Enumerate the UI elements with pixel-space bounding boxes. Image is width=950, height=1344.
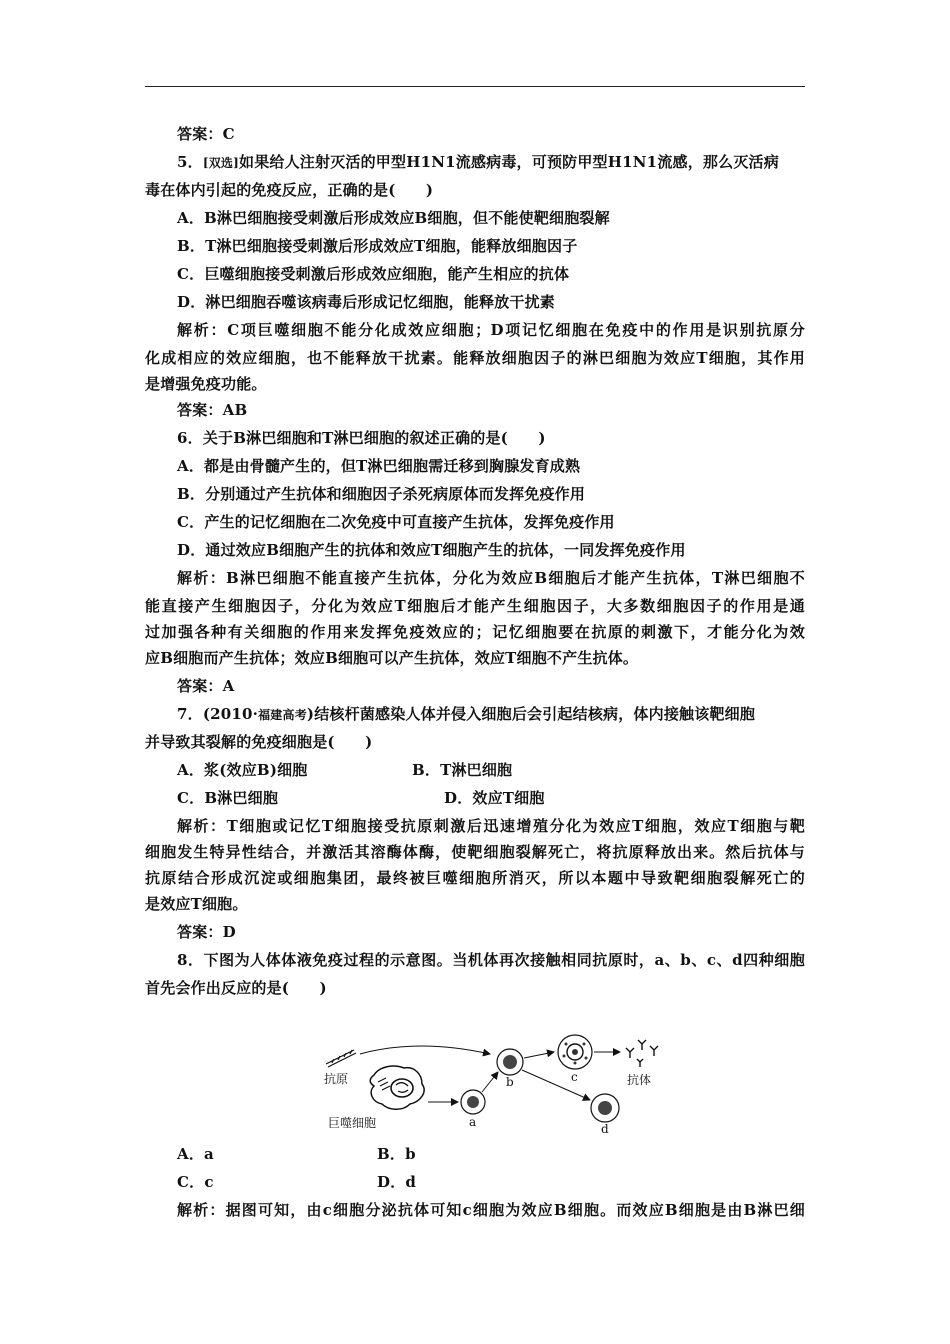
analysis-6-line-3: 过加强各种有关细胞的作用来发挥免疫效应的；记忆细胞要在抗原的刺激下，才能分化为效 [145, 623, 805, 641]
answer-7: 答案：D [177, 923, 236, 941]
option-5b: B．T淋巴细胞接受刺激后形成效应T细胞，能释放细胞因子 [177, 237, 578, 255]
option-7c: C．B淋巴细胞 [177, 789, 279, 807]
cell-b-icon [497, 1049, 523, 1075]
cell-d-icon [591, 1094, 619, 1122]
analysis-5-line-3: 是增强免疫功能。 [145, 375, 267, 393]
analysis-7-line-3: 抗原结合形成沉淀或细胞集团，最终被巨噬细胞所消灭，所以本题中导致靶细胞裂解死亡的 [145, 869, 805, 887]
option-8b: B．b [377, 1145, 416, 1163]
analysis-7-line-1: 解析：T细胞或记忆T细胞接受抗原刺激后迅速增殖分化为效应T细胞，效应T细胞与靶 [177, 817, 805, 835]
source-tag: 福建高考 [258, 708, 307, 722]
antigen-icon [326, 1050, 356, 1067]
question-5-line-1: 5．[双选]如果给人注射灭活的甲型H1N1流感病毒，可预防甲型H1N1流感，那么灭活病 [177, 153, 779, 171]
question-8-line-1: 8．下图为人体体液免疫过程的示意图。当机体再次接触相同抗原时，a、b、c、d四种细胞 [177, 951, 805, 969]
answer-4: 答案：C [177, 125, 235, 143]
analysis-5-line-1: 解析：C项巨噬细胞不能分化成效应细胞；D项记忆细胞在免疫中的作用是识别抗原分 [177, 321, 805, 339]
analysis-7-line-2: 细胞发生特异性结合，并激活其溶酶体酶，使靶细胞裂解死亡，将抗原释放出来。然后抗体与 [145, 843, 805, 861]
option-5a: A．B淋巴细胞接受刺激后形成效应B细胞，但不能使靶细胞裂解 [177, 209, 610, 227]
humoral-immunity-diagram [318, 1030, 668, 1140]
option-6d: D．通过效应B细胞产生的抗体和效应T细胞产生的抗体，一同发挥免疫作用 [177, 541, 686, 559]
answer-6: 答案：A [177, 677, 235, 695]
option-6b: B．分别通过产生抗体和细胞因子杀死病原体而发挥免疫作用 [177, 485, 586, 503]
question-5-line-2: 毒在体内引起的免疫反应，正确的是( ) [145, 181, 434, 199]
arrow-b-to-d [522, 1070, 590, 1100]
option-5c: C．巨噬细胞接受刺激后形成效应细胞，能产生相应的抗体 [177, 265, 570, 283]
answer-5: 答案：AB [177, 401, 248, 419]
analysis-6-line-2: 能直接产生细胞因子，分化为效应T细胞后才能产生细胞因子，大多数细胞因子的作用是通 [145, 597, 805, 615]
analysis-8-line-1: 解析：据图可知，由c细胞分泌抗体可知c细胞为效应B细胞。而效应B细胞是由B淋巴细 [177, 1201, 805, 1219]
question-6: 6．关于B淋巴细胞和T淋巴细胞的叙述正确的是( ) [177, 429, 546, 447]
cell-d-label: d [601, 1122, 609, 1136]
option-8c: C．c [177, 1173, 214, 1191]
question-7-line-1: 7．(2010·福建高考)结核杆菌感染人体并侵入细胞后会引起结核病，体内接触该靶细胞 [177, 705, 756, 723]
question-7-line-2: 并导致其裂解的免疫细胞是( ) [145, 733, 373, 751]
cell-a-icon [461, 1090, 485, 1114]
arrow-b-to-c [524, 1052, 554, 1058]
option-5d: D．淋巴细胞吞噬该病毒后形成记忆细胞，能释放干扰素 [177, 293, 556, 311]
analysis-6-line-4: 应B细胞而产生抗体；效应B细胞可以产生抗体，效应T细胞不产生抗体。 [145, 649, 639, 667]
cell-c-label: c [571, 1070, 578, 1084]
antibody-icon [626, 1040, 658, 1067]
option-6c: C．产生的记忆细胞在二次免疫中可直接产生抗体，发挥免疫作用 [177, 513, 615, 531]
macrophage-label: 巨噬细胞 [328, 1116, 377, 1130]
macrophage-icon [370, 1066, 424, 1109]
option-7a: A．浆(效应B)细胞 [177, 761, 308, 779]
option-6a: A．都是由骨髓产生的，但T淋巴细胞需迁移到胸腺发育成熟 [177, 457, 581, 475]
cell-a-label: a [469, 1115, 477, 1129]
double-choice-tag: [双选] [202, 156, 239, 170]
analysis-5-line-2: 化成相应的效应细胞，也不能释放干扰素。能释放细胞因子的淋巴细胞为效应T细胞，其作用 [145, 349, 805, 367]
analysis-7-line-4: 是效应T细胞。 [145, 895, 248, 913]
antigen-label: 抗原 [324, 1072, 349, 1086]
arrow-antigen-to-b [360, 1046, 490, 1054]
option-7d: D．效应T细胞 [444, 789, 545, 807]
cell-b-label: b [506, 1075, 514, 1089]
antibody-label: 抗体 [627, 1073, 652, 1087]
header-rule [145, 86, 805, 87]
option-7b: B．T淋巴细胞 [412, 761, 513, 779]
arrow-a-to-b [482, 1072, 498, 1092]
question-8-line-2: 首先会作出反应的是( ) [145, 979, 327, 997]
option-8d: D．d [377, 1173, 417, 1191]
option-8a: A．a [177, 1145, 214, 1163]
cell-c-icon [558, 1035, 592, 1069]
analysis-6-line-1: 解析：B淋巴细胞不能直接产生抗体，分化为效应B细胞后才能产生抗体，T淋巴细胞不 [177, 569, 805, 587]
